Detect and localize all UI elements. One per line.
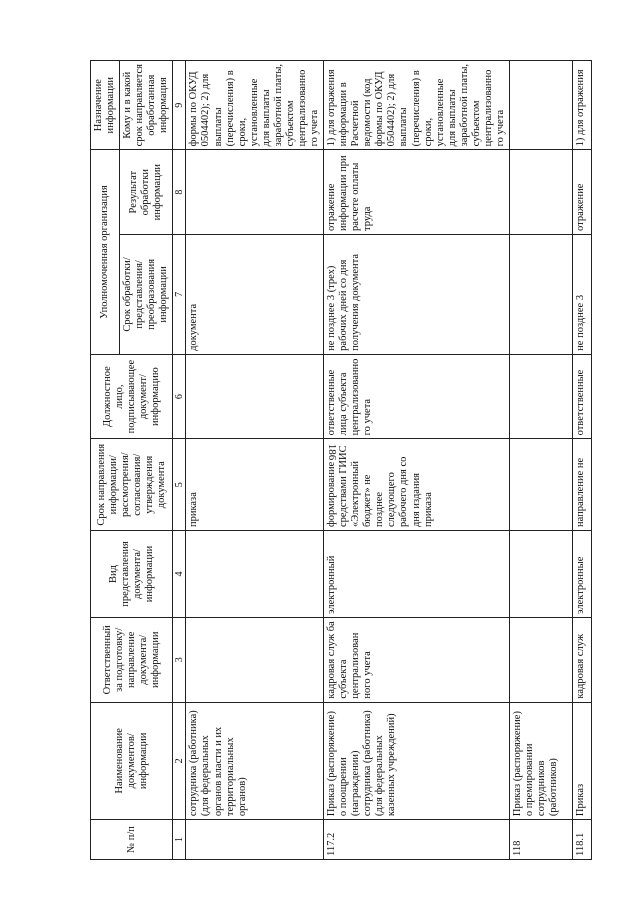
cell-number: 118: [510, 820, 573, 860]
cell-processing-result: отражение: [573, 150, 592, 235]
cell-number: 117.2: [324, 820, 510, 860]
cell-recipient: 1) для отражения: [573, 61, 592, 150]
header-responsible: Ответственный за подготовку/ направление документа/ информации: [91, 617, 173, 702]
column-number: 3: [173, 617, 186, 702]
cell-document-name: Приказ: [573, 702, 592, 819]
table-row: [573, 61, 592, 860]
column-number: 6: [173, 354, 186, 439]
cell-document-name: Приказ (распоряжение) о премировании сотрудников (работников): [510, 702, 573, 819]
cell-signatory: ответственные: [573, 354, 592, 439]
header-signatory: Должностное лицо, подписывающее документ/ информацию: [91, 354, 173, 439]
cell-processing-deadline: документа: [186, 234, 324, 354]
header-processing-result: Результат обработки информации: [120, 150, 173, 235]
cell-document-name: сотрудника (работника) (для федеральных органов власти и их территориальных органов): [186, 702, 324, 819]
cell-presentation-type: [510, 531, 573, 618]
cell-presentation-type: электронный: [324, 531, 510, 618]
column-number: 9: [173, 61, 186, 150]
table-row: [324, 61, 510, 860]
cell-responsible: кадровая служ: [573, 617, 592, 702]
cell-processing-result: отражение информации при расчете оплаты труда: [324, 150, 510, 235]
cell-document-name: Приказ (распоряжение) о поощрении (награждении) сотрудника (работника) (для федеральных казенных учреждений): [324, 702, 510, 819]
column-number: 4: [173, 531, 186, 618]
cell-deadline: приказа: [186, 439, 324, 531]
table-row: [510, 61, 573, 860]
header-processing-deadline: Срок обработки/ представления/ преобразования информации: [120, 234, 173, 354]
page-number: 186: [326, 443, 338, 461]
cell-signatory: [186, 354, 324, 439]
cell-deadline: [510, 439, 573, 531]
cell-recipient: формы по ОКУД 0504402); 2) для выплаты (перечисления) в сроки, установленные для выплаты заработной платы, субъектом централизованно го учета: [186, 61, 324, 150]
cell-responsible: кадровая служ ба субъекта централизован ного учета: [324, 617, 510, 702]
cell-presentation-type: электронные: [573, 531, 592, 618]
column-number: 7: [173, 234, 186, 354]
header-presentation-type: Вид представления документа/ информации: [91, 531, 173, 618]
column-number: 8: [173, 150, 186, 235]
header-deadline: Срок направления информации/ рассмотрения/ согласования/ утверждения документа: [91, 439, 173, 531]
cell-processing-deadline: не позднее 3: [573, 234, 592, 354]
cell-responsible: [510, 617, 573, 702]
header-purpose-group: Назначение информации: [91, 61, 120, 150]
cell-number: 118.1: [573, 820, 592, 860]
table-container: [90, 60, 635, 860]
cell-presentation-type: [186, 531, 324, 618]
column-number: 2: [173, 702, 186, 819]
column-number: 1: [173, 820, 186, 860]
header-recipient: Кому и в какой срок направляется обработанная информация: [120, 61, 173, 150]
cell-deadline: формирование средствами ГИИС «Электронный бюджет» не позднее следующего рабочего дня со дня издания приказа: [324, 439, 510, 531]
cell-processing-result: [186, 150, 324, 235]
cell-recipient: 1) для отражения информации в Расчетной ведомости (код формы по ОКУД 0504402); 2) для выплаты (перечисления) в сроки, установленные для выплаты заработной платы, субъектом централизованно го учета: [324, 61, 510, 150]
header-document-name: Наименование документов/ информации: [91, 702, 173, 819]
cell-processing-deadline: не позднее 3 (трех) рабочих дней со дня получения документа: [324, 234, 510, 354]
header-number: № п/п: [91, 820, 173, 860]
cell-signatory: ответственные лица субъекта централизованно го учета: [324, 354, 510, 439]
cell-deadline: направление не: [573, 439, 592, 531]
cell-responsible: [186, 617, 324, 702]
table-row: [186, 61, 324, 860]
cell-processing-result: [510, 150, 573, 235]
document-table: [90, 60, 592, 860]
header-authorized-organization: Уполномоченная организация: [91, 150, 120, 354]
rotated-page: [90, 60, 635, 860]
column-number: 5: [173, 439, 186, 531]
cell-recipient: [510, 61, 573, 150]
cell-signatory: [510, 354, 573, 439]
cell-processing-deadline: [510, 234, 573, 354]
cell-number: [186, 820, 324, 860]
